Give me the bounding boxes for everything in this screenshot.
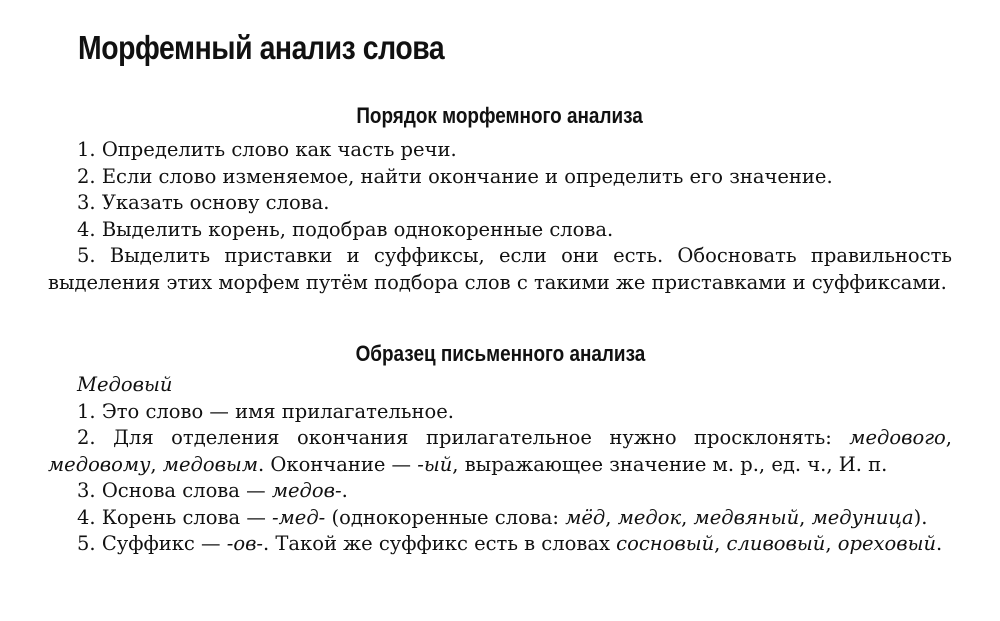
sample-word xyxy=(48,372,952,399)
example-word: медовому xyxy=(48,452,151,476)
order-item-5 xyxy=(48,243,952,296)
sample-word-text: Медовый xyxy=(77,373,173,396)
example-word: сосновый xyxy=(616,532,715,555)
item-text: . xyxy=(936,532,943,555)
morpheme: медов- xyxy=(271,479,342,502)
item-text: . Окончание — xyxy=(258,452,418,476)
morpheme: -ый xyxy=(417,452,453,476)
item-text: , xyxy=(799,505,812,529)
item-text: . xyxy=(341,479,348,502)
example-word: медовым xyxy=(162,452,258,476)
item-text: , выражающее значение м. р., ед. ч., И. п. xyxy=(452,452,888,476)
item-text: Для отделения окончания прилагательное нужно просклонять: xyxy=(113,426,850,449)
section-heading-order xyxy=(0,101,1000,131)
item-text: , xyxy=(945,426,952,449)
morpheme: -мед- xyxy=(272,505,326,529)
item-text: . Такой же суффикс есть в словах xyxy=(263,532,617,555)
item-text: Это слово — имя прилагательное. xyxy=(101,399,454,423)
sample-item-4 xyxy=(48,505,952,532)
sample-item-1 xyxy=(48,399,952,426)
example-word: мёд xyxy=(565,505,606,529)
item-text: Суффикс — xyxy=(101,532,227,555)
item-number: 1. xyxy=(77,399,96,423)
item-text: , xyxy=(825,532,838,555)
page-title: Морфемный анализ слова xyxy=(78,29,445,66)
item-text: , xyxy=(714,532,727,555)
item-text: Выделить приставки и суффиксы, если они есть. Обосновать правильность выделения этих морфем путём подбора слов с такими же приставками и суффиксами. xyxy=(48,244,952,294)
section-heading-sample-text: Образец письменного анализа xyxy=(355,341,645,366)
item-number: 3. xyxy=(77,191,96,214)
example-word: медок xyxy=(617,505,682,529)
item-number: 5. xyxy=(77,244,96,267)
item-number: 5. xyxy=(77,532,96,555)
order-list xyxy=(48,137,952,296)
item-number: 4. xyxy=(77,217,96,241)
order-item-2 xyxy=(48,164,952,191)
order-item-1 xyxy=(48,137,952,164)
order-item-4 xyxy=(48,217,952,244)
item-text: , xyxy=(605,505,618,529)
order-item-3 xyxy=(48,190,952,217)
example-word: медвяный xyxy=(693,505,800,529)
item-text: Если слово изменяемое, найти окончание и определить его значение. xyxy=(101,164,833,188)
section-heading-order-text: Порядок морфемного анализа xyxy=(356,103,644,128)
section-heading-sample xyxy=(0,339,1000,369)
morpheme: -ов- xyxy=(226,532,264,555)
item-number: 3. xyxy=(77,479,96,502)
item-text: Указать основу слова. xyxy=(101,191,330,214)
item-text: , xyxy=(150,452,163,476)
item-text: Корень слова — xyxy=(101,505,273,529)
sample-item-2 xyxy=(48,425,952,478)
example-word: ореховый xyxy=(837,532,937,555)
item-number: 4. xyxy=(77,505,96,529)
example-word: медуница xyxy=(811,505,914,529)
item-number: 1. xyxy=(77,138,96,161)
item-text: Выделить корень, подобрав однокоренные слова. xyxy=(101,217,614,241)
example-word: медового xyxy=(849,426,946,449)
item-text: ). xyxy=(913,505,928,529)
sample-item-3 xyxy=(48,478,952,505)
item-text: Основа слова — xyxy=(101,479,272,502)
item-number: 2. xyxy=(77,426,96,449)
item-number: 2. xyxy=(77,164,96,188)
example-word: сливовый xyxy=(726,532,826,555)
item-text: Определить слово как часть речи. xyxy=(101,138,457,161)
item-text: (однокоренные слова: xyxy=(325,505,566,529)
item-text: , xyxy=(681,505,694,529)
sample-item-5 xyxy=(48,531,952,558)
sample-analysis xyxy=(48,372,952,558)
